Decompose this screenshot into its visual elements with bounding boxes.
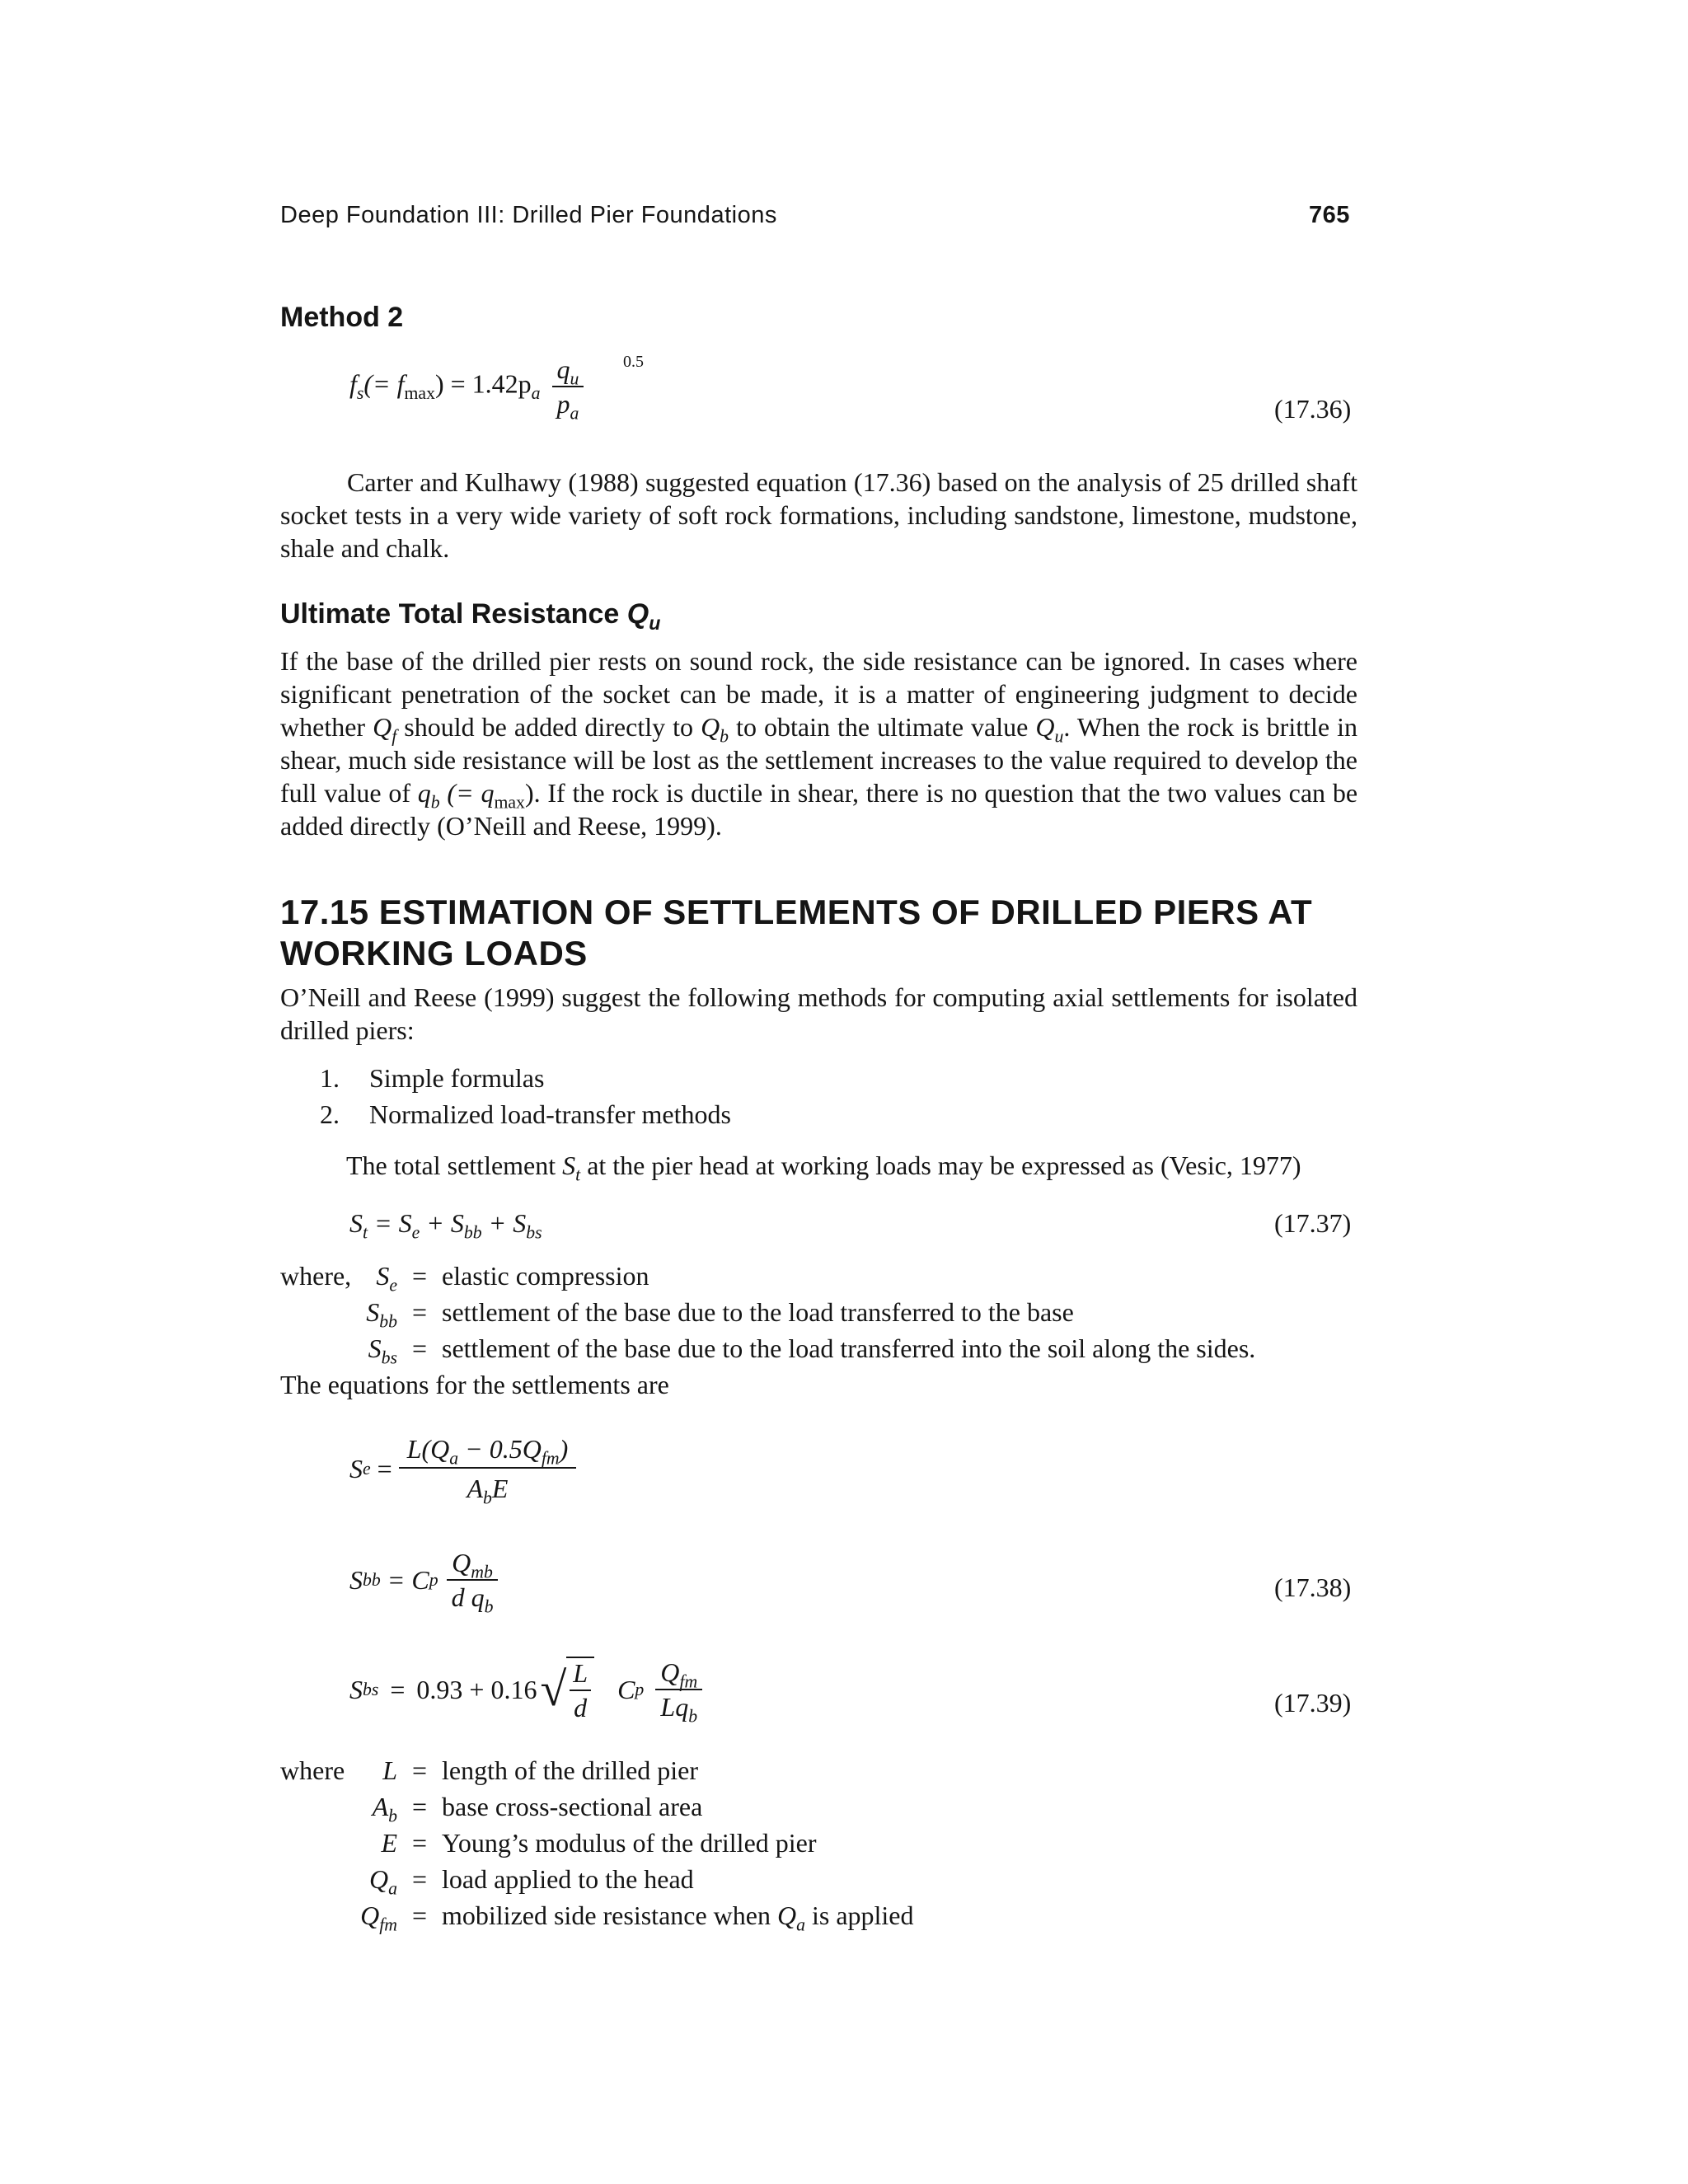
where-label: where, [280,1261,352,1291]
equation-number-17-39: (17.39) [1274,1688,1352,1718]
equation-se: S e = $\frac{L(Q_a - 0.5Q_{fm})}{A_bE}$ [349,1434,576,1503]
method2-heading: Method 2 [280,302,404,333]
definition-row: E = Young’s modulus of the drilled pier [381,1828,817,1858]
equation-17-38: S bb = C p $\frac{Q_{mb}}{d q_b}$ [349,1548,498,1612]
definition-row: $Q_a$ = load applied to the head [369,1864,694,1899]
running-header: Deep Foundation III: Drilled Pier Foundations [280,202,777,228]
ultimate-heading: Ultimate Total Resistance $Q_u$ [280,598,661,635]
section-intro: O’Neill and Reese (1999) suggest the following methods for computing axial settlements for isolated drilled piers: [280,982,1357,1045]
definition-row: $A_b$ = base cross-sectional area [372,1792,703,1826]
equation-17-39: S bs = 0.93 + 0.16 √ $\frac{L}{d}$ C p $\frac{Q_{fm}}{Lq_b}$ [349,1657,702,1722]
method2-paragraph: Carter and Kulhawy (1988) suggested equation (17.36) based on the analysis of 25 drilled shaft socket tests in a very wide variety of soft rock formations, including sandstone, limestone, mudstone, shale and chalk. [280,467,1357,563]
definition-row: L = length of the drilled pier [382,1755,699,1785]
method-list [320,1062,1144,1131]
equation-17-37: $S_t = S_e + S_{bb} + S_{bs}$ [349,1208,542,1243]
equation-17-36: $f_s(= f_{max}) = 1.42p_a$ $\frac{q_u}{p_a}$ [349,354,584,419]
radical-sign: √ [540,1662,567,1716]
equation-number-17-38: (17.38) [1274,1572,1352,1602]
definitions-list-2 [305,1752,914,1933]
definition-row: $S_e$ = elastic compression [376,1261,649,1296]
section-heading: 17.15 ESTIMATION OF SETTLEMENTS OF DRILLED PIERS AT WORKING LOADS [280,893,1313,972]
list-item: 2. Normalized load-transfer methods [320,1099,731,1129]
total-settlement-sentence: The total settlement $S_t$ at the pier head at working loads may be expressed as (Vesic, 1977) [346,1151,1301,1185]
where-label-2: where [280,1755,345,1785]
equation-exponent: 0.5 [623,353,644,371]
ultimate-paragraph: If the base of the drilled pier rests on sound rock, the side resistance can be ignored. In cases where significant penetration of the socket can be made, it is a matter of engineering judgment to decide whether $Q_f$ should be added directly to $Q_b$ to obtain the ultimate value $Q_u$. When the rock is brittle in shear, much side resistance will be lost as the settlement increases to the value required to develop the full value of $q_b$ (= $q_{max}$). If the rock is ductile in shear, there is no question that the two values can be added directly (O’Neill and Reese, 1999). [280,646,1358,841]
list-item: 1. Simple formulas [320,1063,545,1093]
equation-number-17-36: (17.36) [1274,394,1352,424]
definition-row: $Q_{fm}$ = mobilized side resistance when $Q_a$ is applied [360,1900,914,1935]
page-number: 765 [1309,202,1350,228]
definition-row: $S_{bs}$ = settlement of the base due to the load transferred into the soil along the sides. [368,1333,1256,1368]
equations-intro: The equations for the settlements are [280,1370,669,1399]
definition-row: $S_{bb}$ = settlement of the base due to the load transferred to the base [366,1297,1074,1332]
definitions-list-1 [305,1258,1255,1366]
equation-number-17-37: (17.37) [1274,1208,1352,1238]
